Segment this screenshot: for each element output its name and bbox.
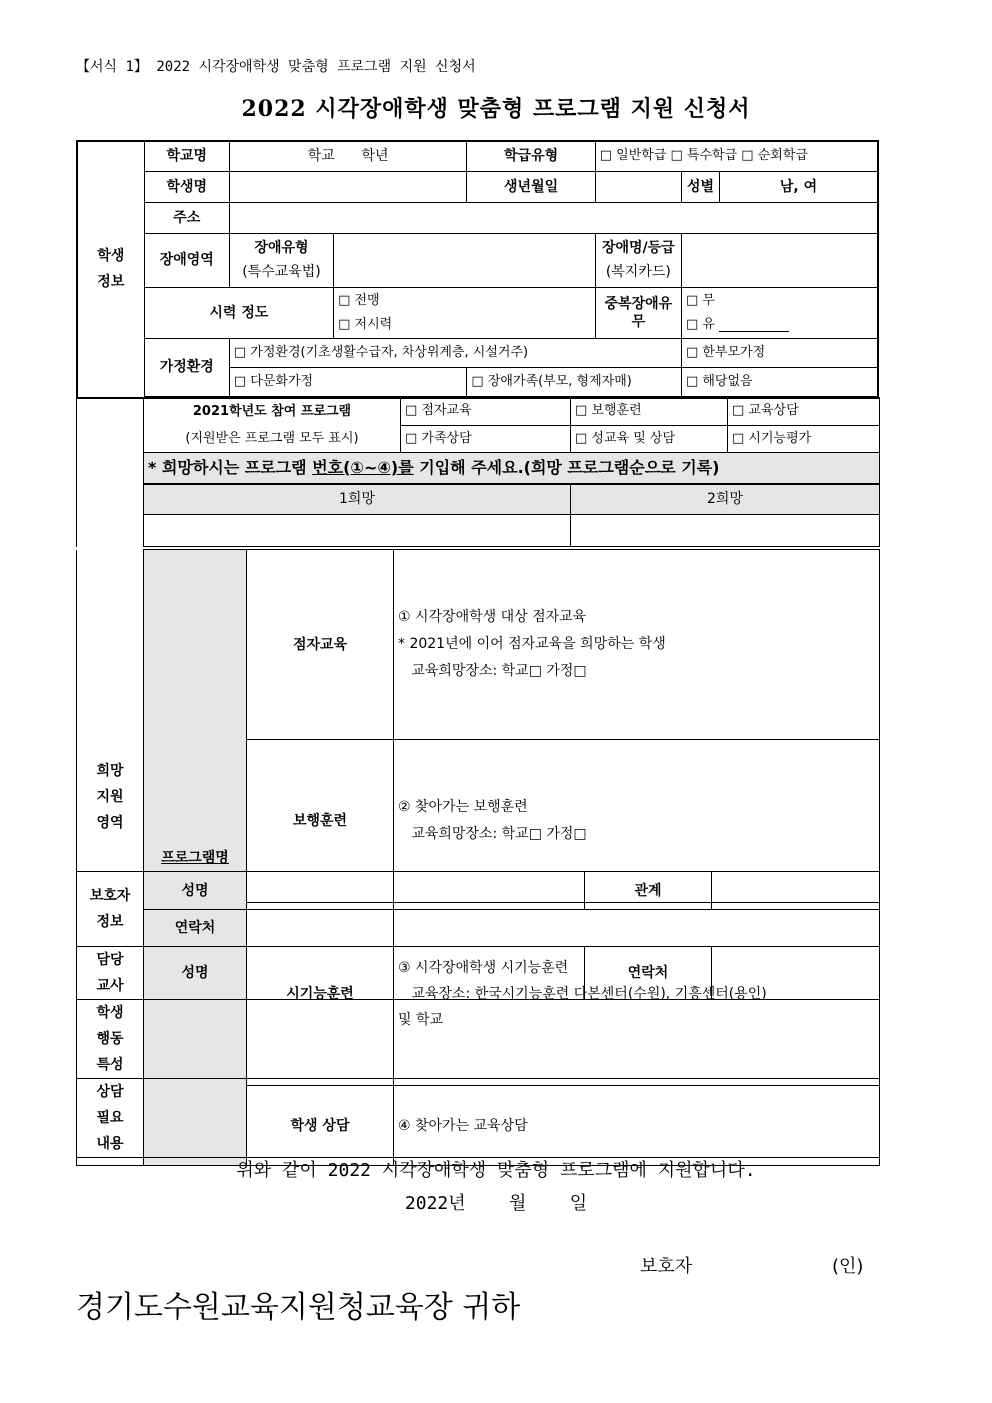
contact-table (76, 871, 880, 1158)
seal-mark: (인) (832, 1256, 864, 1277)
guardian-name-label: 성명 (144, 872, 247, 910)
guardian-section-label: 보호자 정보 (77, 872, 144, 947)
program-braille-desc: ① 시각장애학생 대상 점자교육 * 2021년에 이어 점자교육을 희망하는 학생 교육희망장소: 학교□ 가정□ (394, 550, 880, 740)
prev-option-counseling[interactable]: □ 교육상담 (728, 398, 880, 426)
disability-grade-label: 장애명/등급 (복지카드) (595, 233, 681, 287)
program-counseling-desc: ④ 찾아가는 교육상담 (394, 1086, 880, 1166)
guardian-name-field[interactable] (247, 872, 585, 910)
form-number: 【서식 1】 2022 시각장애학생 맞춤형 프로그램 지원 신청서 (76, 59, 476, 75)
teacher-section-label: 담당 교사 (77, 947, 144, 1000)
guardian-signature-label: 보호자 (640, 1256, 693, 1277)
guardian-relation-field[interactable] (712, 872, 880, 910)
birth-field[interactable] (595, 171, 681, 202)
family-option-multicultural[interactable]: □ 다문화가정 (229, 367, 467, 396)
student-name-label: 학생명 (144, 171, 229, 202)
choice2-field[interactable] (571, 515, 880, 547)
disability-grade-field[interactable] (681, 233, 878, 287)
class-type-options[interactable]: □ 일반학급 □ 특수학급 □ 순회학급 (595, 141, 878, 171)
hope-section-spacer (77, 398, 144, 547)
declaration: 위와 같이 2022 시각장애학생 맞춤형 프로그램에 지원합니다. (236, 1160, 756, 1181)
program-counseling-name: 학생 상담 (247, 1086, 394, 1166)
disability-type-field[interactable] (334, 233, 596, 287)
address-field[interactable] (229, 202, 878, 233)
disability-type-label: 장애유형 (특수교육법) (229, 233, 333, 287)
multiple-disability-options[interactable]: □ 무 □ 유 (681, 287, 878, 338)
document-title: 2022 시각장애학생 맞춤형 프로그램 지원 신청서 (241, 96, 751, 122)
guardian-relation-label: 관계 (585, 872, 712, 910)
prev-option-braille[interactable]: □ 점자교육 (401, 398, 571, 426)
multiple-disability-label: 중복장애유무 (595, 287, 681, 338)
hope-instruction: * 희망하시는 프로그램 번호(①~④)를 기입해 주세요.(희망 프로그램순으로 기록) (144, 453, 880, 484)
student-name-field[interactable] (229, 171, 467, 202)
choice1-field[interactable] (144, 515, 571, 547)
date-line: 2022년 월 일 (404, 1193, 588, 1214)
class-type-label: 학급유형 (467, 141, 595, 171)
addressee: 경기도수원교육지원청교육장 귀하 (76, 1290, 521, 1325)
program-mobility-desc: ② 찾아가는 보행훈련 교육희망장소: 학교□ 가정□ (394, 740, 880, 903)
prev-option-vision-eval[interactable]: □ 시기능평가 (728, 425, 880, 453)
program-braille-name: 점자교육 (247, 550, 394, 740)
counsel-label: 상담 필요 내용 (77, 1079, 144, 1158)
family-label: 가정환경 (144, 338, 229, 396)
family-option-disabled-family[interactable]: □ 장애가족(부모, 형제자매) (467, 367, 682, 396)
prev-option-family-counseling[interactable]: □ 가족상담 (401, 425, 571, 453)
behavior-label: 학생 행동 특성 (77, 1000, 144, 1079)
teacher-contact-field[interactable] (712, 947, 880, 1000)
school-field[interactable]: 학교 학년 (229, 141, 467, 171)
birth-label: 생년월일 (467, 171, 595, 202)
counsel-field[interactable] (144, 1079, 880, 1158)
prev-program-label: 2021학년도 참여 프로그램 (지원받은 프로그램 모두 표시) (144, 398, 401, 453)
choice2-header: 2희망 (571, 484, 880, 515)
vision-options[interactable]: □ 전맹 □ 저시력 (334, 287, 596, 338)
disability-area-label: 장애영역 (144, 233, 229, 287)
family-option-single-parent[interactable]: □ 한부모가정 (681, 338, 878, 367)
family-option-none[interactable]: □ 해당없음 (681, 367, 878, 396)
teacher-name-label: 성명 (144, 947, 247, 1000)
gender-label: 성별 (681, 171, 719, 202)
prev-option-mobility[interactable]: □ 보행훈련 (571, 398, 728, 426)
multiple-disability-blank[interactable] (719, 317, 789, 332)
school-label: 학교명 (144, 141, 229, 171)
program-name-label: 프로그램명 (144, 550, 247, 1166)
prev-option-sex-education[interactable]: □ 성교육 및 상담 (571, 425, 728, 453)
student-info-table (76, 140, 879, 399)
teacher-contact-label: 연락처 (585, 947, 712, 1000)
guardian-contact-field[interactable] (247, 910, 880, 947)
guardian-contact-label: 연락처 (144, 910, 247, 947)
teacher-name-field[interactable] (247, 947, 585, 1000)
hope-section-label: 희망 지원 영역 (77, 550, 144, 1166)
family-option-basic[interactable]: □ 가정환경(기초생활수급자, 차상위계층, 시설거주) (229, 338, 681, 367)
behavior-field[interactable] (144, 1000, 880, 1079)
program-mobility-name: 보행훈련 (247, 740, 394, 903)
hope-top-table (76, 397, 880, 547)
vision-label: 시력 정도 (144, 287, 333, 338)
address-label: 주소 (144, 202, 229, 233)
program-vision-training-name: 시기능훈련 (247, 903, 394, 1086)
student-info-section-label: 학생 정보 (77, 141, 144, 398)
choice1-header: 1희망 (144, 484, 571, 515)
gender-field[interactable]: 남, 여 (720, 171, 878, 202)
program-vision-training-desc: ③ 시각장애학생 시기능훈련 교육장소: 한국시기능훈련 다본센터(수원), 기흥센터(용인) 및 학교 (394, 903, 880, 1086)
